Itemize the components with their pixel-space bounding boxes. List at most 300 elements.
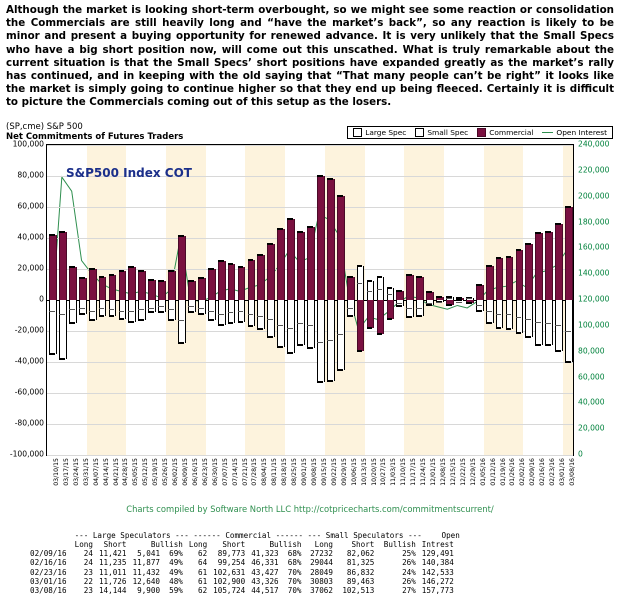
large-spec-marker	[178, 320, 184, 321]
large-spec-marker	[387, 294, 393, 295]
large-spec-marker	[436, 302, 442, 303]
bar-cap	[89, 268, 95, 270]
large-spec-marker	[49, 311, 55, 312]
table-row	[128, 267, 136, 300]
y2-tick-label: 180,000	[578, 217, 610, 226]
large-spec-marker	[357, 283, 363, 284]
bar-cap	[238, 266, 244, 268]
large-spec-marker	[198, 308, 204, 309]
x-tick-label: 10/27/15	[380, 458, 388, 486]
cell-ss-short: 81,325	[346, 558, 375, 568]
table-row	[30, 568, 460, 577]
bar-cap	[89, 319, 95, 321]
bar-cap	[248, 325, 254, 327]
bar-cap	[188, 280, 194, 282]
cell-date: 03/08/16	[30, 586, 67, 596]
large-spec-marker	[337, 334, 343, 335]
legend-item-small-spec	[415, 128, 468, 137]
cell-ss-long: 29044	[310, 558, 333, 568]
large-spec-marker	[277, 325, 283, 326]
x-tick-label: 08/04/15	[261, 458, 269, 486]
large-spec-marker	[476, 305, 482, 306]
large-spec-marker	[128, 311, 134, 312]
list-item	[49, 300, 57, 354]
large-spec-marker	[287, 328, 293, 329]
bar-cap	[396, 290, 402, 292]
y-tick-label: -60,000	[14, 387, 44, 397]
table-row	[287, 219, 295, 300]
bar-cap	[565, 361, 571, 363]
market-commentary: Although the market is looking short-term overbought, so we might see some reaction or consolidation the Commercials are still heavily long and “have the market’s back”, so any reaction is likely to be minor and present a buying opportunity for renewed advance. It is very unlikely that the Small Specs who have a big short position now, will come out this unscathed. What is truly remarkable about the current situation is that the Small Specs’ short positions have expanded greatly as the market’s rally has continued, and in keeping with the old saying that “That many people can’t be right” it looks like the market is simply going to continue higher so that they end up being fleeced. Certainly it is difficult to picture the Commercials coming out of this setup as the losers.	[6, 4, 614, 109]
cell-c-short: 105,724	[213, 586, 246, 596]
table-row	[30, 549, 460, 558]
table-row	[486, 266, 494, 300]
table-row	[347, 277, 355, 300]
bar-cap	[377, 276, 383, 278]
bar-cap	[208, 268, 214, 270]
legend-swatch-open-interest	[542, 132, 553, 133]
large-spec-marker	[456, 302, 462, 303]
y2-tick-label: 100,000	[578, 320, 610, 330]
cell-ls-short: 11,235	[98, 558, 127, 568]
x-tick-label: 03/10/15	[52, 458, 60, 486]
y2-tick-label: 200,000	[578, 191, 610, 201]
bar-cap	[198, 277, 204, 279]
cell-open-interest: 129,491	[421, 549, 454, 559]
table-row	[535, 233, 543, 300]
chart-plot-area	[46, 144, 574, 456]
table-row	[148, 280, 156, 300]
bar-cap	[525, 336, 531, 338]
x-tick-label: 03/31/15	[82, 458, 90, 486]
bar-cap	[555, 223, 561, 225]
bar-cap	[416, 315, 422, 317]
x-tick-label: 11/10/15	[400, 458, 408, 486]
table-row	[516, 250, 524, 300]
bar-cap	[555, 350, 561, 352]
y-tick-label: 0	[39, 294, 44, 304]
bar-cap	[367, 327, 373, 329]
bar-cap	[228, 322, 234, 324]
large-spec-marker	[555, 325, 561, 326]
cell-ls-bullish: 11,432 49%	[132, 567, 183, 577]
x-tick-label: 11/17/15	[410, 458, 418, 486]
bar-cap	[128, 321, 134, 323]
cell-ss-short: 86,832	[346, 567, 375, 577]
bar-cap	[188, 311, 194, 313]
x-tick-label: 11/03/15	[390, 458, 398, 486]
bar-cap	[99, 315, 105, 317]
bar-cap	[148, 279, 154, 281]
cell-open-interest: 140,384	[421, 558, 454, 568]
cell-c-long: 62	[198, 586, 208, 596]
table-column-header: Long	[188, 539, 208, 549]
y-tick-label: 20,000	[17, 263, 44, 273]
y2-tick-label: 140,000	[578, 268, 610, 278]
table-row	[30, 558, 460, 567]
chart-header-subtitle: Net Commitments of Futures Traders	[6, 132, 184, 142]
large-spec-marker	[297, 323, 303, 324]
x-tick-label: 03/17/15	[62, 458, 70, 486]
table-row	[525, 244, 533, 300]
large-spec-marker	[89, 311, 95, 312]
bar-cap	[59, 231, 65, 233]
bar-cap	[267, 243, 273, 245]
large-spec-marker	[367, 291, 373, 292]
cell-ls-short: 11,421	[98, 549, 127, 559]
table-row	[257, 255, 265, 300]
table-row	[119, 271, 127, 300]
large-spec-marker	[317, 342, 323, 343]
cell-date: 02/16/16	[30, 558, 67, 568]
cell-ls-bullish: 9,900 59%	[137, 586, 183, 596]
x-tick-label: 05/05/15	[132, 458, 140, 486]
cell-open-interest: 142,533	[421, 567, 454, 577]
table-row	[228, 264, 236, 300]
large-spec-marker	[257, 316, 263, 317]
legend-swatch-small-spec	[415, 128, 424, 137]
list-item	[59, 300, 67, 359]
x-tick-label: 01/26/16	[509, 458, 517, 486]
cell-ls-bullish: 12,640 48%	[132, 577, 183, 587]
table-column-header: Short	[103, 539, 127, 549]
table-row	[565, 207, 573, 300]
large-spec-marker	[446, 298, 452, 299]
table-column-header: Bullish	[150, 539, 183, 549]
bar-cap	[486, 322, 492, 324]
table-row	[476, 285, 484, 301]
large-spec-marker	[416, 308, 422, 309]
bar-cap	[218, 324, 224, 326]
bar-cap	[327, 178, 333, 180]
table-header-row	[30, 540, 460, 549]
cell-c-short: 102,631	[213, 567, 246, 577]
bar-cap	[79, 277, 85, 279]
cell-ss-long: 28049	[310, 567, 333, 577]
x-tick-label: 05/19/15	[152, 458, 160, 486]
bar-cap	[347, 276, 353, 278]
cell-open-interest: 157,773	[421, 586, 454, 596]
cell-ss-long: 27232	[310, 549, 333, 559]
bar-cap	[535, 232, 541, 234]
bar-cap	[516, 249, 522, 251]
x-tick-label: 03/08/16	[569, 458, 577, 486]
cell-ls-bullish: 11,877 49%	[132, 558, 183, 568]
cell-c-short: 102,900	[213, 577, 246, 587]
table-row	[30, 586, 460, 595]
table-row	[545, 232, 553, 300]
x-tick-label: 08/11/15	[271, 458, 279, 486]
chart-credit: Charts compiled by Software North LLC http://cotpricecharts.com/commitmentscurrent/	[126, 504, 494, 514]
y2-tick-label: 40,000	[578, 397, 605, 407]
bar-cap	[466, 302, 472, 304]
large-spec-marker	[218, 314, 224, 315]
table-column-header: Short	[222, 539, 246, 549]
y2-tick-label: 60,000	[578, 372, 605, 381]
table-row	[30, 577, 460, 586]
y2-tick-label: 20,000	[578, 423, 605, 433]
cell-c-long: 64	[198, 558, 208, 568]
cell-ss-short: 89,463	[346, 577, 375, 587]
bar-cap	[297, 231, 303, 233]
x-tick-label: 09/29/15	[340, 458, 348, 486]
cell-ss-bullish: 26%	[402, 577, 416, 587]
table-row	[59, 232, 67, 300]
y-tick-label: -20,000	[14, 325, 44, 335]
legend-label-commercial: Commercial	[489, 128, 534, 137]
table-column-header: Intrest	[421, 539, 454, 549]
table-row	[267, 244, 275, 300]
bar-cap	[476, 284, 482, 286]
bar-cap	[327, 380, 333, 382]
large-spec-marker	[327, 340, 333, 341]
bar-cap	[69, 322, 75, 324]
cell-date: 03/01/16	[30, 577, 67, 587]
large-spec-marker	[248, 314, 254, 315]
large-spec-marker	[238, 311, 244, 312]
table-row	[327, 179, 335, 300]
large-spec-marker	[516, 317, 522, 318]
bar-cap	[516, 332, 522, 334]
x-tick-label: 09/22/15	[330, 458, 338, 486]
x-tick-label: 07/28/15	[251, 458, 259, 486]
y2-tick-label: 160,000	[578, 242, 610, 252]
large-spec-marker	[119, 311, 125, 312]
bar-cap	[168, 270, 174, 272]
bar-cap	[347, 315, 353, 317]
list-item	[277, 300, 285, 347]
chart-legend	[347, 126, 613, 139]
cell-ss-long: 30803	[310, 577, 333, 587]
list-item	[218, 300, 226, 325]
y-tick-label: 40,000	[17, 232, 44, 242]
bar-cap	[535, 344, 541, 346]
table-row	[367, 300, 375, 328]
bar-cap	[337, 369, 343, 371]
x-tick-label: 11/24/15	[420, 458, 428, 486]
cell-ls-long: 24	[83, 549, 93, 559]
bar-cap	[496, 327, 502, 329]
table-row	[109, 275, 117, 300]
cell-c-bullish: 44,517 70%	[251, 586, 302, 596]
gridline	[47, 455, 573, 456]
bar-cap	[297, 344, 303, 346]
table-row	[297, 232, 305, 300]
y2-tick-label: 80,000	[578, 346, 605, 356]
bar-cap	[109, 315, 115, 317]
bar-cap	[396, 305, 402, 307]
bar-cap	[357, 350, 363, 352]
x-tick-label: 06/30/15	[211, 458, 219, 486]
bar-cap	[138, 319, 144, 321]
y2-tick-label: 120,000	[578, 294, 610, 304]
large-spec-marker	[99, 308, 105, 309]
large-spec-marker	[486, 311, 492, 312]
table-row	[168, 271, 176, 300]
x-tick-label: 09/15/15	[320, 458, 328, 486]
large-spec-marker	[496, 314, 502, 315]
table-column-header: Short	[351, 539, 375, 549]
table-row	[337, 196, 345, 300]
list-item	[119, 300, 127, 319]
bar-cap	[49, 353, 55, 355]
x-axis-labels	[46, 458, 577, 504]
x-tick-label: 04/07/15	[92, 458, 100, 486]
table-row	[69, 267, 77, 300]
bar-cap	[218, 260, 224, 262]
x-tick-label: 05/12/15	[142, 458, 150, 486]
bar-cap	[119, 270, 125, 272]
cell-date: 02/23/16	[30, 567, 67, 577]
large-spec-marker	[506, 314, 512, 315]
table-column-header: Bullish	[383, 539, 416, 549]
large-spec-marker	[79, 308, 85, 309]
table-row	[49, 235, 57, 300]
bar-cap	[79, 313, 85, 315]
table-row	[238, 267, 246, 300]
y2-tick-label: 240,000	[578, 139, 610, 149]
y2-tick-label: 220,000	[578, 165, 610, 175]
x-tick-label: 12/15/15	[449, 458, 457, 486]
y-tick-label: 60,000	[17, 201, 44, 211]
cot-table	[30, 531, 460, 596]
bar-cap	[257, 254, 263, 256]
cell-ls-long: 24	[83, 558, 93, 568]
cell-c-long: 61	[198, 567, 208, 577]
x-tick-label: 12/29/15	[469, 458, 477, 486]
bar-cap	[287, 352, 293, 354]
bar-cap	[238, 321, 244, 323]
bar-cap	[228, 263, 234, 265]
cell-ls-long: 23	[83, 586, 93, 596]
cell-ss-long: 37062	[310, 586, 333, 596]
large-spec-marker	[347, 308, 353, 309]
x-tick-label: 01/05/16	[479, 458, 487, 486]
bar-cap	[506, 256, 512, 258]
large-spec-marker	[267, 319, 273, 320]
cell-c-long: 61	[198, 577, 208, 587]
table-row	[307, 227, 315, 300]
bar-cap	[416, 276, 422, 278]
table-row	[79, 278, 87, 300]
table-row	[357, 300, 365, 351]
large-spec-marker	[148, 308, 154, 309]
large-spec-marker	[59, 314, 65, 315]
cell-c-bullish: 41,323 68%	[251, 549, 302, 559]
cell-ls-short: 11,011	[98, 567, 127, 577]
table-row	[317, 176, 325, 300]
x-tick-label: 02/23/16	[549, 458, 557, 486]
large-spec-marker	[396, 303, 402, 304]
x-tick-label: 02/02/16	[519, 458, 527, 486]
x-tick-label: 03/24/15	[72, 458, 80, 486]
bar-cap	[565, 206, 571, 208]
table-row	[387, 300, 395, 319]
bar-cap	[138, 270, 144, 272]
cot-chart	[6, 122, 614, 514]
chart-annotation: S&P500 Index COT	[66, 166, 192, 180]
table-row	[396, 291, 404, 300]
cell-ls-bullish: 5,041 69%	[137, 549, 183, 559]
bar-cap	[267, 336, 273, 338]
x-tick-label: 05/26/15	[162, 458, 170, 486]
cell-ls-short: 11,726	[98, 577, 127, 587]
bar-cap	[257, 328, 263, 330]
x-tick-label: 04/21/15	[112, 458, 120, 486]
large-spec-marker	[545, 323, 551, 324]
table-row	[377, 300, 385, 334]
table-row	[277, 229, 285, 300]
bar-cap	[426, 291, 432, 293]
bar-cap	[545, 231, 551, 233]
bar-cap	[148, 311, 154, 313]
bar-cap	[178, 342, 184, 344]
gridline	[47, 393, 573, 394]
large-spec-marker	[69, 309, 75, 310]
table-column-header: Bullish	[269, 539, 302, 549]
table-row	[99, 277, 107, 300]
table-row	[208, 269, 216, 300]
large-spec-marker	[158, 306, 164, 307]
bar-cap	[377, 333, 383, 335]
x-tick-label: 08/18/15	[281, 458, 289, 486]
x-tick-label: 12/08/15	[440, 458, 448, 486]
table-row	[89, 269, 97, 300]
large-spec-marker	[188, 306, 194, 307]
table-row	[555, 224, 563, 300]
bar-cap	[198, 313, 204, 315]
table-header-date	[30, 540, 75, 549]
large-spec-marker	[525, 319, 531, 320]
large-spec-marker	[208, 311, 214, 312]
table-row	[178, 236, 186, 300]
cell-c-bullish: 46,331 68%	[251, 558, 302, 568]
legend-swatch-large-spec	[353, 128, 362, 137]
list-item	[69, 300, 77, 323]
cell-ss-short: 102,513	[342, 586, 375, 596]
legend-label-small-spec: Small Spec	[427, 128, 469, 137]
chart-header-symbol: (SP,cme) S&P 500	[6, 122, 83, 132]
table-group-header-open: Open	[441, 530, 460, 540]
cell-ss-bullish: 26%	[402, 558, 416, 568]
large-spec-marker	[109, 309, 115, 310]
bar-cap	[168, 319, 174, 321]
bar-cap	[387, 318, 393, 320]
table-row	[506, 257, 514, 300]
bar-cap	[158, 280, 164, 282]
bar-cap	[158, 311, 164, 313]
x-tick-label: 09/01/15	[301, 458, 309, 486]
large-spec-marker	[138, 309, 144, 310]
bar-cap	[406, 316, 412, 318]
y-tick-label: -80,000	[14, 418, 44, 428]
table-row	[416, 277, 424, 300]
bar-cap	[486, 265, 492, 267]
cell-ss-bullish: 27%	[402, 586, 416, 596]
table-row	[158, 281, 166, 300]
cell-c-bullish: 43,326 70%	[251, 577, 302, 587]
cell-c-bullish: 43,427 70%	[251, 567, 302, 577]
x-tick-label: 06/09/15	[181, 458, 189, 486]
bar-cap	[357, 265, 363, 267]
large-spec-marker	[535, 322, 541, 323]
x-tick-label: 07/07/15	[221, 458, 229, 486]
x-tick-label: 02/09/16	[529, 458, 537, 486]
bar-cap	[248, 259, 254, 261]
y-tick-label: 80,000	[17, 170, 44, 180]
bar-cap	[446, 304, 452, 306]
cell-open-interest: 146,272	[421, 577, 454, 587]
